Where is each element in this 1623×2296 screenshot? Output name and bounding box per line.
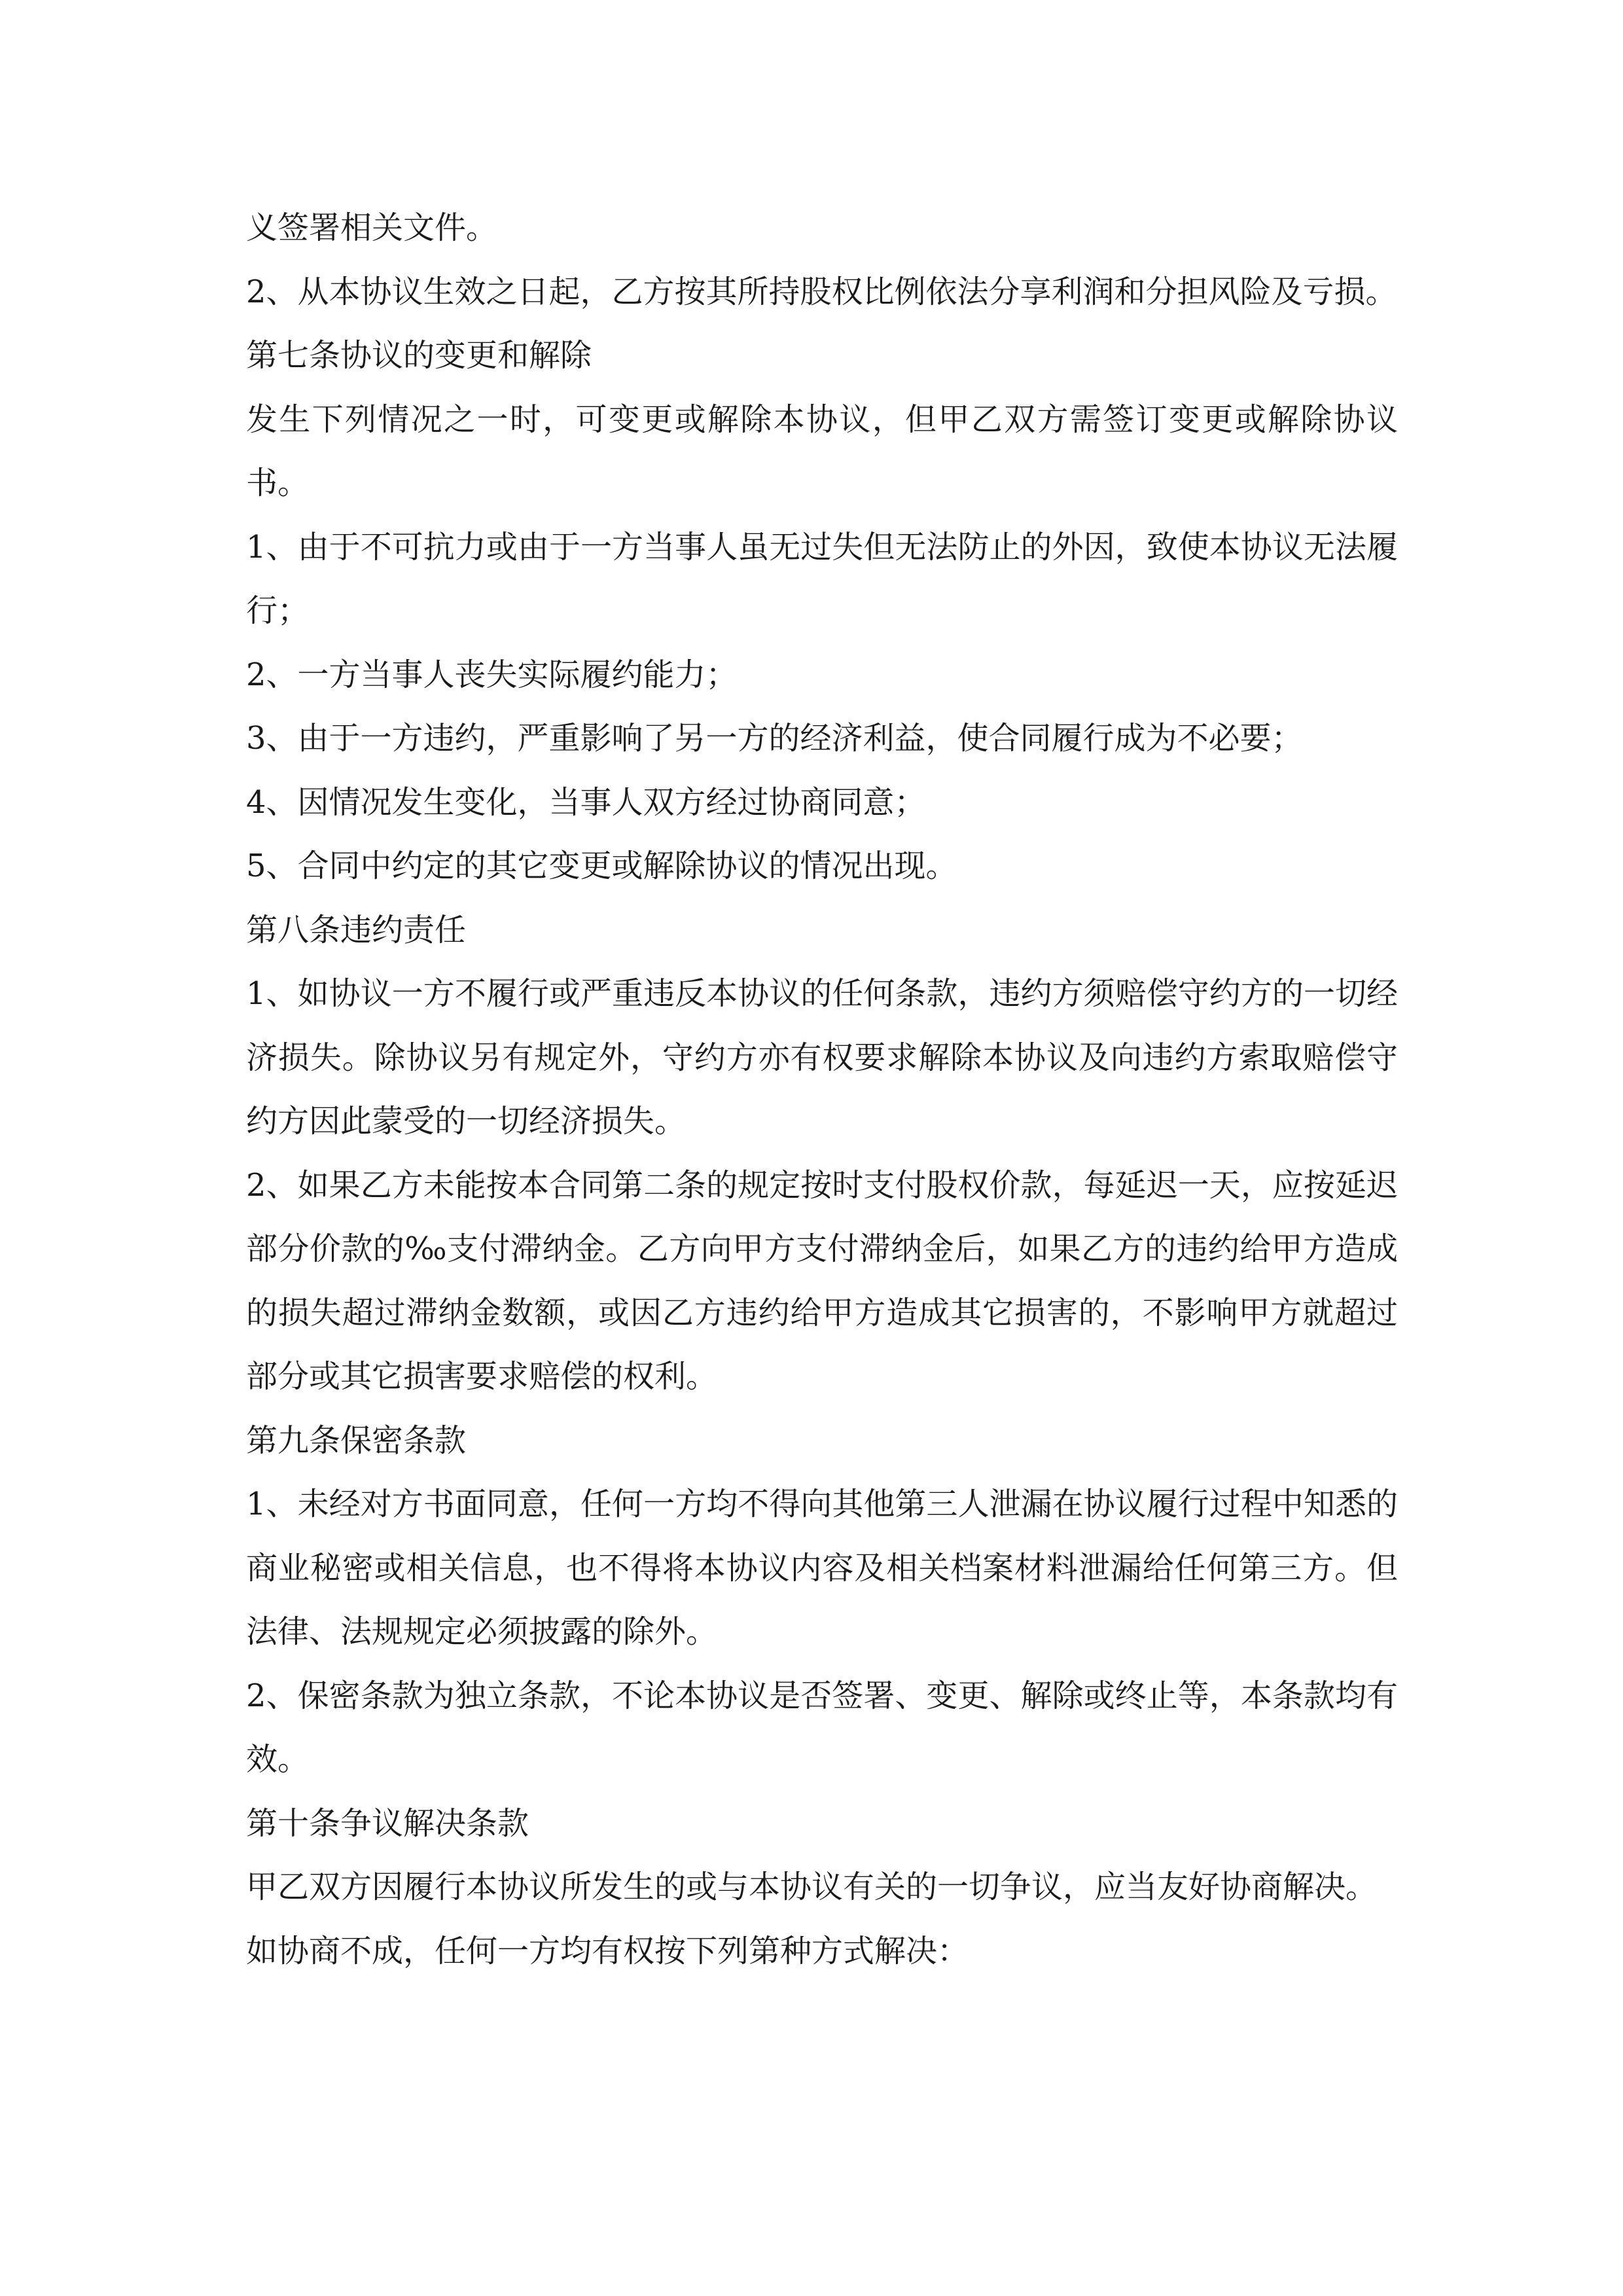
paragraph: 2、从本协议生效之日起，乙方按其所持股权比例依法分享利润和分担风险及亏损。 bbox=[246, 273, 1397, 310]
paragraph: 义签署相关文件。 bbox=[246, 209, 498, 246]
paragraph: 2、如果乙方未能按本合同第二条的规定按时支付股权价款，每延迟一天，应按延迟部分价款的‰支付滞纳金。乙方向甲方支付滞纳金后，如果乙方的违约给甲方造成的损失超过滞纳金数额，或因乙方违约给甲方造成其它损害的，不影响甲方就超过部分或其它损害要求赔偿的权利。 bbox=[246, 1166, 1398, 1395]
paragraph: 1、由于不可抗力或由于一方当事人虽无过失但无法防止的外因，致使本协议无法履行； bbox=[246, 528, 1398, 629]
paragraph: 甲乙双方因履行本协议所发生的或与本协议有关的一切争议，应当友好协商解决。 bbox=[246, 1869, 1378, 1905]
document-body bbox=[246, 196, 1398, 1983]
paragraph: 1、未经对方书面同意，任何一方均不得向其他第三人泄漏在协议履行过程中知悉的商业秘密或相关信息，也不得将本协议内容及相关档案材料泄漏给任何第三方。但法律、法规规定必须披露的除外。 bbox=[246, 1486, 1398, 1650]
paragraph: 1、如协议一方不履行或严重违反本协议的任何条款，违约方须赔偿守约方的一切经济损失。除协议另有规定外，守约方亦有权要求解除本协议及向违约方索取赔偿守约方因此蒙受的一切经济损失。 bbox=[246, 975, 1398, 1139]
paragraph: 3、由于一方违约，严重影响了另一方的经济利益，使合同履行成为不必要； bbox=[246, 720, 1303, 757]
paragraph: 5、合同中约定的其它变更或解除协议的情况出现。 bbox=[246, 848, 957, 884]
paragraph: 发生下列情况之一时，可变更或解除本协议，但甲乙双方需签订变更或解除协议书。 bbox=[246, 401, 1398, 501]
section-heading: 第九条保密条款 bbox=[246, 1422, 467, 1459]
section-heading: 第七条协议的变更和解除 bbox=[246, 337, 592, 374]
section-heading: 第十条争议解决条款 bbox=[246, 1804, 529, 1842]
paragraph: 4、因情况发生变化，当事人双方经过协商同意； bbox=[246, 783, 926, 821]
paragraph: 2、一方当事人丧失实际履约能力； bbox=[246, 656, 738, 693]
section-heading: 第八条违约责任 bbox=[246, 911, 467, 948]
paragraph: 2、保密条款为独立条款，不论本协议是否签署、变更、解除或终止等，本条款均有效。 bbox=[246, 1677, 1398, 1778]
paragraph: 如协商不成，任何一方均有权按下列第种方式解决： bbox=[246, 1932, 969, 1969]
